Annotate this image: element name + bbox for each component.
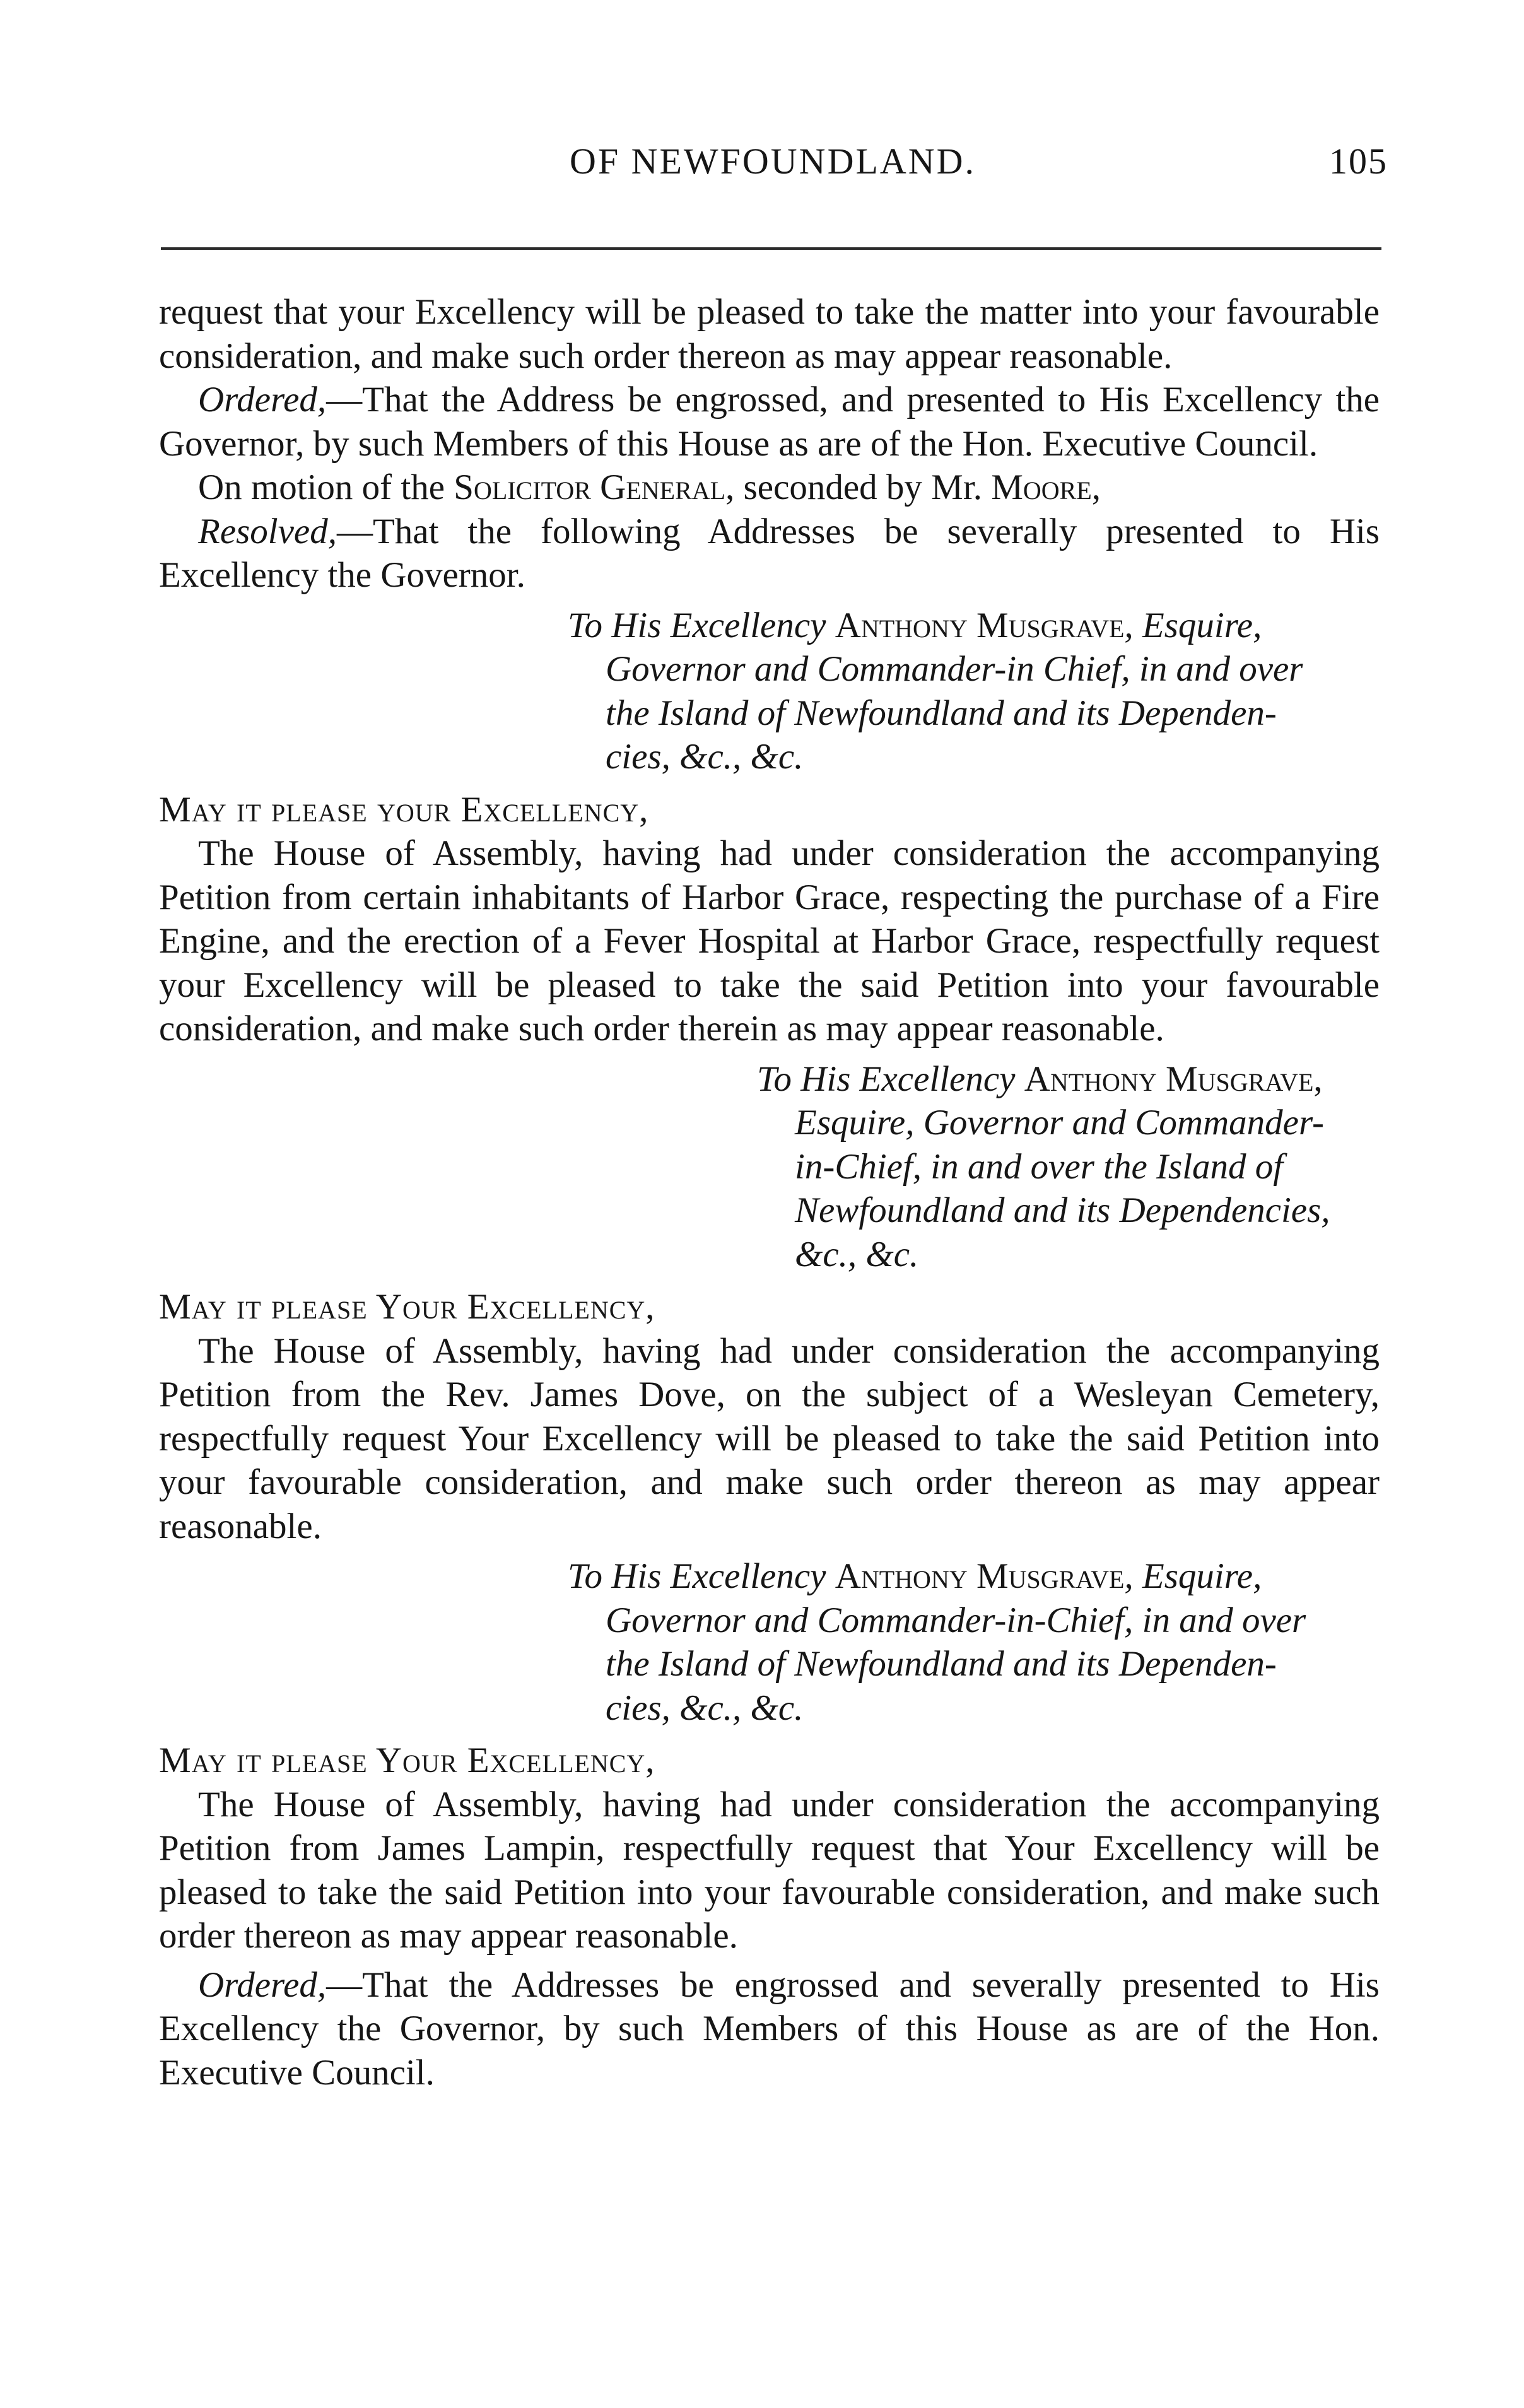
ordered-text: —That the Address be engrossed, and presented to His Excellency the Governor, by such Members of this House as are of the Hon. Executive Council. [159, 380, 1380, 464]
address-heading-2 [159, 1057, 1380, 1277]
motion-text-e: , [1091, 467, 1101, 507]
motion-text-a: On motion of the [198, 467, 454, 507]
address-3-governor-name: Anthony Musgrave [835, 1556, 1125, 1596]
address-2-line-2: Esquire, Governor and Commander- [795, 1103, 1324, 1142]
running-title: OF NEWFOUNDLAND. [569, 141, 976, 182]
address-2-governor-name: Anthony Musgrave, [1024, 1059, 1323, 1099]
page-body [159, 290, 1380, 2094]
address-2-to: To His Excellency [757, 1059, 1024, 1099]
address-1-body: The House of Assembly, having had under consideration the accompanying Petition from certain inhabitants of Harbor Grace, respecting the purchase of a Fire Engine, and the erection of a Fever Hospital at Harbor Grace, respectfully request your Excellency will be pleased to take the said Petition into your favourable consideration, and make such order therein as may appear reasonable. [159, 833, 1380, 1048]
address-1-esquire: , Esquire, [1124, 605, 1262, 645]
address-2-salutation: May it please Your Excellency, [159, 1287, 655, 1327]
paragraph-resolved [159, 510, 1380, 597]
address-1-salutation: May it please your Excellency, [159, 789, 649, 830]
moore-name: Moore [991, 467, 1092, 507]
header-rule [161, 247, 1381, 250]
address-2-body: The House of Assembly, having had under consideration the accompanying Petition from the Rev. James Dove, on the subject of a Wesleyan Cemetery, respectfully request Your Excellency will be pleased to take the said Petition into your favourable consideration, and make such order thereon as may appear reasonable. [159, 1330, 1380, 1546]
address-3-esquire: , Esquire, [1124, 1556, 1262, 1596]
address-heading-1 [159, 604, 1380, 779]
address-1-to: To His Excellency [568, 605, 835, 645]
paragraph-ordered [159, 378, 1380, 466]
page-number: 105 [1329, 141, 1388, 182]
address-2-line-1 [758, 1057, 1380, 1101]
address-1-line-1 [569, 604, 1380, 648]
running-head [158, 140, 1388, 191]
paragraph-motion [159, 466, 1380, 510]
address-2-line-3: in-Chief, in and over the Island of [795, 1146, 1284, 1187]
solicitor-general: Solicitor General [454, 467, 726, 507]
paragraph-continuation: request that your Excellency will be pleased to take the matter into your favourable consideration, and make such order thereon as may appear reasonable. [159, 292, 1380, 376]
address-3-line-4: cies, &c., &c. [606, 1688, 804, 1728]
address-3-body: The House of Assembly, having had under consideration the accompanying Petition from James Lampin, respectfully request that Your Excellency will be pleased to take the said Petition into your favourable consideration, and make such order thereon as may appear reasonable. [159, 1784, 1380, 1956]
address-1-governor-name: Anthony Musgrave [835, 605, 1125, 645]
resolved-label: Resolved, [198, 511, 337, 551]
motion-text-c: , seconded by Mr. [725, 467, 992, 507]
address-1-line-2: Governor and Commander-in Chief, in and over [606, 649, 1303, 689]
closing-ordered-text: —That the Addresses be engrossed and severally presented to His Excellency the Governor, by such Members of this House as are of the Hon. Executive Council. [159, 1965, 1380, 2093]
address-3-line-3: the Island of Newfoundland and its Dependen- [606, 1644, 1277, 1684]
address-3-line-1 [569, 1554, 1380, 1599]
address-3-salutation: May it please Your Excellency, [159, 1741, 655, 1780]
resolved-text: —That the following Addresses be severally presented to His Excellency the Governor. [159, 511, 1380, 595]
ordered-label: Ordered, [198, 380, 327, 420]
address-3-line-2: Governor and Commander-in-Chief, in and over [606, 1600, 1306, 1640]
address-1-line-3: the Island of Newfoundland and its Dependen- [606, 693, 1277, 733]
address-3-to: To His Excellency [568, 1556, 835, 1596]
address-1-line-4: cies, &c., &c. [606, 737, 804, 777]
address-2-line-5: &c., &c. [795, 1234, 919, 1274]
paragraph-closing-ordered [159, 1963, 1380, 2095]
address-heading-3 [159, 1554, 1380, 1730]
closing-ordered-label: Ordered, [198, 1965, 327, 2005]
address-2-line-4: Newfoundland and its Dependencies, [795, 1190, 1330, 1230]
